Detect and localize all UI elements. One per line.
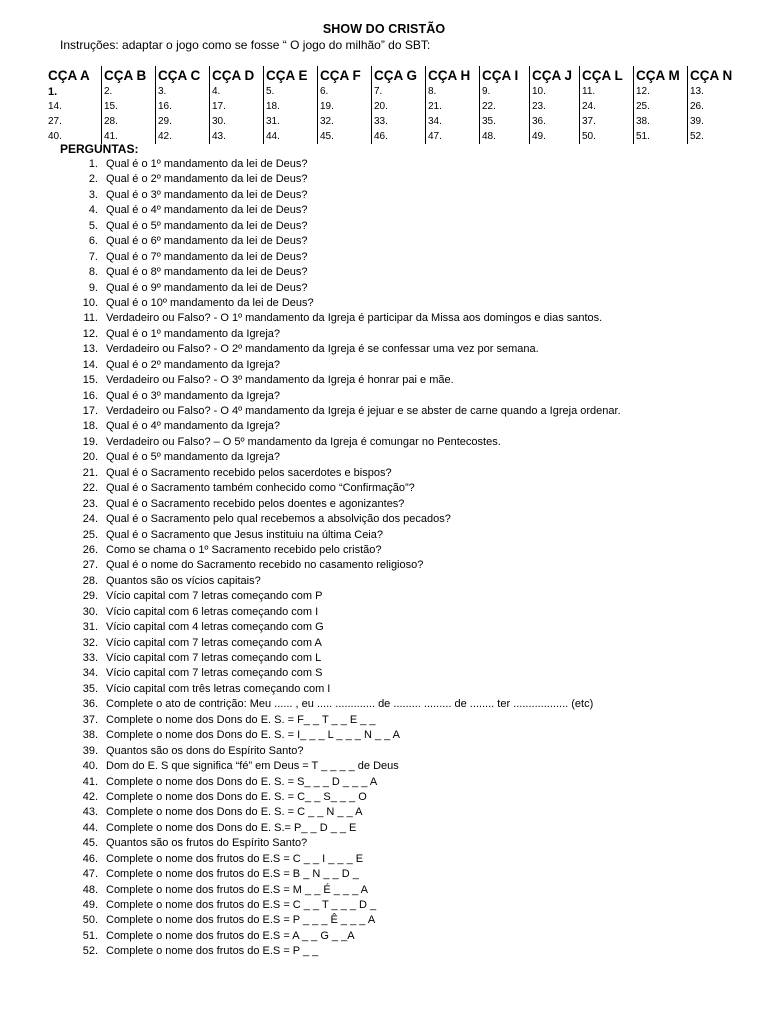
question-text: Qual é o Sacramento recebido pelos doentes e agonizantes? <box>106 497 405 510</box>
question-text: Qual é o 9º mandamento da lei de Deus? <box>106 281 308 294</box>
question-text: Complete o nome dos Dons do E. S.= P_ _ D _ _ E <box>106 821 357 834</box>
grid-cell: 6. <box>318 84 372 99</box>
grid-cell: 43. <box>210 129 264 144</box>
question-text: Qual é o 2º mandamento da lei de Deus? <box>106 173 308 186</box>
question-item <box>0 389 768 404</box>
grid-cell: 5. <box>264 84 318 99</box>
question-text: Qual é o nome do Sacramento recebido no casamento religioso? <box>106 559 424 572</box>
question-text: Verdadeiro ou Falso? - O 3º mandamento da Igreja é honrar pai e mãe. <box>106 374 454 387</box>
question-number: 29. <box>82 590 98 603</box>
question-number: 11. <box>83 312 98 325</box>
grid-cell: 9. <box>480 84 530 99</box>
question-text: Verdadeiro ou Falso? - O 1º mandamento da Igreja é participar da Missa aos domingos e dias santos. <box>106 312 603 325</box>
question-text: Complete o nome dos frutos do E.S = M _ _ É _ _ _ A <box>106 883 369 896</box>
question-item <box>0 775 768 790</box>
question-number: 27. <box>82 559 98 572</box>
question-text: Qual é o 2º mandamento da Igreja? <box>106 358 281 371</box>
grid-row <box>46 114 738 129</box>
questions-list <box>0 157 768 960</box>
grid-cell: 37. <box>580 114 634 129</box>
question-item <box>0 651 768 666</box>
question-item <box>0 358 768 373</box>
question-number: 31. <box>82 621 98 634</box>
question-number: 46. <box>82 852 98 865</box>
team-header: CÇA E <box>264 66 318 84</box>
question-number: 14. <box>82 358 98 371</box>
question-text: Vício capital com três letras começando com I <box>106 682 331 695</box>
question-item <box>0 327 768 342</box>
question-number: 23. <box>82 497 98 510</box>
grid-cell: 50. <box>580 129 634 144</box>
question-number: 7. <box>88 250 98 263</box>
question-number: 26. <box>82 543 98 556</box>
question-number: 10. <box>82 296 98 309</box>
question-text: Complete o nome dos frutos do E.S = B _ N _ _ D _ <box>106 868 359 881</box>
question-item <box>0 219 768 234</box>
grid-cell: 22. <box>480 99 530 114</box>
question-number: 39. <box>82 744 98 757</box>
question-text: Qual é o Sacramento também conhecido como “Confirmação”? <box>106 482 415 495</box>
question-number: 8. <box>88 266 98 279</box>
question-item <box>0 203 768 218</box>
grid-cell: 33. <box>372 114 426 129</box>
team-header: CÇA A <box>48 67 90 83</box>
grid-cell: 23. <box>530 99 580 114</box>
question-item <box>0 836 768 851</box>
instructions: Instruções: adaptar o jogo como se fosse “ O jogo do milhão” do SBT: <box>60 38 431 52</box>
grid-cell: 18. <box>264 99 318 114</box>
question-number: 32. <box>82 636 98 649</box>
question-item <box>0 852 768 867</box>
question-number: 48. <box>82 883 98 896</box>
question-number: 19. <box>82 435 98 448</box>
question-text: Complete o nome dos frutos do E.S = P _ _ _ Ê _ _ _ A <box>106 914 376 927</box>
question-text: Qual é o Sacramento que Jesus instituiu na última Ceia? <box>106 528 383 541</box>
question-number: 49. <box>82 899 98 911</box>
question-number: 17. <box>82 405 98 417</box>
grid-cell: 51. <box>634 129 688 144</box>
team-header: CÇA N <box>688 66 739 84</box>
question-number: 3. <box>88 188 98 201</box>
question-item <box>0 311 768 326</box>
question-item <box>0 157 768 172</box>
question-item <box>0 435 768 450</box>
question-item <box>0 682 768 697</box>
question-number: 28. <box>82 574 98 587</box>
question-text: Vício capital com 7 letras começando com A <box>106 636 322 649</box>
question-text: Complete o ato de contrição: Meu ...... , eu ..... ............. de ......... ......... de ........ ter .................. (etc) <box>106 698 594 711</box>
question-item <box>0 188 768 203</box>
question-number: 6. <box>88 235 98 248</box>
team-header: CÇA J <box>530 66 580 84</box>
question-item <box>0 234 768 249</box>
grid-cell: 16. <box>156 99 210 114</box>
question-text: Qual é o Sacramento pelo qual recebemos a absolvição dos pecados? <box>106 513 451 526</box>
question-item <box>0 744 768 759</box>
team-header: CÇA B <box>102 66 156 84</box>
question-text: Complete o nome dos frutos do E.S = A _ _ G _ _A <box>106 929 355 942</box>
question-number: 50. <box>82 914 98 927</box>
question-number: 52. <box>82 945 98 958</box>
team-header: CÇA F <box>318 66 372 84</box>
question-item <box>0 250 768 265</box>
question-number: 4. <box>88 204 98 217</box>
grid-cell: 21. <box>426 99 480 114</box>
question-number: 24. <box>82 513 98 526</box>
question-item <box>0 512 768 527</box>
question-item <box>0 558 768 573</box>
question-text: Verdadeiro ou Falso? - O 2º mandamento da Igreja é se confessar uma vez por semana. <box>106 343 539 356</box>
question-number: 18. <box>82 420 98 433</box>
grid-cell: 17. <box>210 99 264 114</box>
question-text: Qual é o Sacramento recebido pelos sacerdotes e bispos? <box>106 466 392 479</box>
question-text: Qual é o 1º mandamento da lei de Deus? <box>106 158 308 170</box>
question-text: Qual é o 8º mandamento da lei de Deus? <box>106 266 308 279</box>
question-item <box>0 172 768 187</box>
question-text: Complete o nome dos Dons do E. S. = I_ _ _ L _ _ _ N _ _ A <box>106 729 401 742</box>
grid-cell: 3. <box>156 84 210 99</box>
question-number: 22. <box>82 482 98 495</box>
grid-cell: 48. <box>480 129 530 144</box>
question-item <box>0 528 768 543</box>
grid-cell: 25. <box>634 99 688 114</box>
question-item <box>0 404 768 419</box>
question-item <box>0 883 768 898</box>
grid-cell: 38. <box>634 114 688 129</box>
team-header-row <box>46 66 738 84</box>
question-text: Dom do E. S que significa “fé” em Deus = T _ _ _ _ de Deus <box>106 760 399 773</box>
question-text: Vício capital com 4 letras começando com G <box>106 621 324 634</box>
question-text: Qual é o 4º mandamento da Igreja? <box>106 420 281 433</box>
question-item <box>0 574 768 589</box>
question-item <box>0 620 768 635</box>
question-item <box>0 419 768 434</box>
question-text: Complete o nome dos Dons do E. S. = F_ _ T _ _ E _ _ <box>106 713 376 726</box>
grid-cell: 14. <box>48 101 62 112</box>
question-text: Complete o nome dos frutos do E.S = C _ _ T _ _ _ D _ <box>106 899 377 911</box>
question-number: 40. <box>82 760 98 773</box>
question-number: 45. <box>82 837 98 850</box>
question-item <box>0 636 768 651</box>
question-number: 9. <box>88 281 98 294</box>
question-number: 34. <box>82 667 98 680</box>
question-number: 44. <box>82 821 98 834</box>
question-text: Vício capital com 7 letras começando com P <box>106 590 323 603</box>
question-number: 15. <box>82 374 98 387</box>
question-number: 51. <box>82 929 98 942</box>
question-number: 35. <box>82 682 98 695</box>
grid-cell: 26. <box>688 99 739 114</box>
question-text: Qual é o 1º mandamento da Igreja? <box>106 327 281 340</box>
question-item <box>0 805 768 820</box>
question-item <box>0 466 768 481</box>
grid-cell: 47. <box>426 129 480 144</box>
grid-cell: 20. <box>372 99 426 114</box>
question-number: 41. <box>82 775 98 788</box>
grid-cell: 39. <box>688 114 739 129</box>
grid-cell: 36. <box>530 114 580 129</box>
question-text: Qual é o 4º mandamento da lei de Deus? <box>106 204 308 217</box>
grid-cell: 2. <box>102 84 156 99</box>
question-item <box>0 944 768 959</box>
grid-cell: 35. <box>480 114 530 129</box>
grid-row <box>46 84 738 99</box>
question-item <box>0 898 768 913</box>
question-text: Vício capital com 7 letras começando com S <box>106 667 323 680</box>
question-item <box>0 342 768 357</box>
question-text: Qual é o 3º mandamento da Igreja? <box>106 389 281 402</box>
question-item <box>0 605 768 620</box>
grid-cell: 34. <box>426 114 480 129</box>
grid-cell: 11. <box>580 84 634 99</box>
team-header: CÇA C <box>156 66 210 84</box>
question-number: 37. <box>82 713 98 726</box>
question-item <box>0 713 768 728</box>
team-grid <box>46 66 738 144</box>
question-text: Verdadeiro ou Falso? – O 5º mandamento da Igreja é comungar no Pentecostes. <box>106 435 501 448</box>
grid-row <box>46 99 738 114</box>
grid-cell: 19. <box>318 99 372 114</box>
question-number: 42. <box>82 790 98 803</box>
team-grid-body <box>46 84 738 144</box>
question-item <box>0 296 768 311</box>
question-number: 5. <box>88 219 98 232</box>
question-item <box>0 913 768 928</box>
question-text: Quantos são os frutos do Espírito Santo? <box>106 837 308 850</box>
question-text: Complete o nome dos frutos do E.S = C _ _ I _ _ _ E <box>106 852 364 865</box>
team-header: CÇA D <box>210 66 264 84</box>
grid-cell: 29. <box>156 114 210 129</box>
grid-cell: 45. <box>318 129 372 144</box>
question-text: Complete o nome dos Dons do E. S. = S_ _ _ D _ _ _ A <box>106 775 378 788</box>
grid-cell: 12. <box>634 84 688 99</box>
grid-row <box>46 129 738 144</box>
question-text: Qual é o 5º mandamento da Igreja? <box>106 451 281 464</box>
question-number: 30. <box>82 605 98 618</box>
grid-cell: 27. <box>48 116 62 127</box>
question-item <box>0 281 768 296</box>
team-header: CÇA H <box>426 66 480 84</box>
question-text: Como se chama o 1º Sacramento recebido pelo cristão? <box>106 543 382 556</box>
question-text: Complete o nome dos Dons do E. S. = C _ _ N _ _ A <box>106 806 363 819</box>
grid-cell: 31. <box>264 114 318 129</box>
grid-cell: 30. <box>210 114 264 129</box>
grid-cell: 10. <box>530 84 580 99</box>
grid-cell: 4. <box>210 84 264 99</box>
grid-cell: 44. <box>264 129 318 144</box>
question-number: 12. <box>82 327 98 340</box>
question-item <box>0 728 768 743</box>
grid-cell: 41. <box>102 129 156 144</box>
grid-cell: 32. <box>318 114 372 129</box>
grid-cell: 13. <box>688 84 739 99</box>
question-item <box>0 867 768 882</box>
question-number: 47. <box>82 868 98 881</box>
question-number: 16. <box>82 389 98 402</box>
grid-cell: 7. <box>372 84 426 99</box>
question-text: Qual é o 3º mandamento da lei de Deus? <box>106 188 308 201</box>
question-item <box>0 821 768 836</box>
grid-cell: 28. <box>102 114 156 129</box>
question-number: 13. <box>82 343 98 356</box>
question-item <box>0 929 768 944</box>
page-title: SHOW DO CRISTÃO <box>322 22 446 36</box>
grid-cell: 15. <box>102 99 156 114</box>
question-number: 21. <box>82 466 98 479</box>
team-header: CÇA G <box>372 66 426 84</box>
question-number: 20. <box>82 451 98 464</box>
grid-cell: 40. <box>48 131 62 142</box>
question-number: 2. <box>88 173 98 186</box>
question-text: Vício capital com 6 letras começando com I <box>106 605 319 618</box>
question-text: Qual é o 5º mandamento da lei de Deus? <box>106 219 308 232</box>
question-text: Verdadeiro ou Falso? - O 4º mandamento da Igreja é jejuar e se abster de carne quando a Igreja ordenar. <box>106 405 621 417</box>
question-number: 43. <box>82 806 98 819</box>
grid-cell: 42. <box>156 129 210 144</box>
grid-cell: 1. <box>48 85 58 98</box>
grid-cell: 52. <box>688 129 739 144</box>
question-item <box>0 265 768 280</box>
question-item <box>0 450 768 465</box>
question-item <box>0 666 768 681</box>
question-text: Complete o nome dos Dons do E. S. = C_ _ S_ _ _ O <box>106 790 367 803</box>
question-item <box>0 497 768 512</box>
grid-cell: 24. <box>580 99 634 114</box>
question-number: 33. <box>82 652 98 664</box>
question-item <box>0 481 768 496</box>
question-text: Qual é o 6º mandamento da lei de Deus? <box>106 235 308 248</box>
question-item <box>0 790 768 805</box>
grid-cell: 46. <box>372 129 426 144</box>
question-number: 25. <box>82 528 98 541</box>
question-item <box>0 373 768 388</box>
team-header: CÇA M <box>634 66 688 84</box>
grid-cell: 49. <box>530 129 580 144</box>
question-number: 38. <box>82 729 98 742</box>
question-text: Quantos são os vícios capitais? <box>106 574 261 587</box>
question-item <box>0 759 768 774</box>
question-text: Qual é o 10º mandamento da lei de Deus? <box>106 296 314 309</box>
question-number: 36. <box>82 698 98 711</box>
question-item <box>0 589 768 604</box>
question-item <box>0 543 768 558</box>
question-text: Quantos são os dons do Espírito Santo? <box>106 744 304 757</box>
team-header: CÇA I <box>480 66 530 84</box>
question-text: Vício capital com 7 letras começando com L <box>106 652 322 664</box>
question-text: Qual é o 7º mandamento da lei de Deus? <box>106 250 308 263</box>
question-text: Complete o nome dos frutos do E.S = P _ _ <box>106 945 319 958</box>
team-header: CÇA L <box>580 66 634 84</box>
question-item <box>0 697 768 712</box>
question-number: 1. <box>88 158 98 170</box>
grid-cell: 8. <box>426 84 480 99</box>
questions-heading: PERGUNTAS: <box>60 142 139 156</box>
